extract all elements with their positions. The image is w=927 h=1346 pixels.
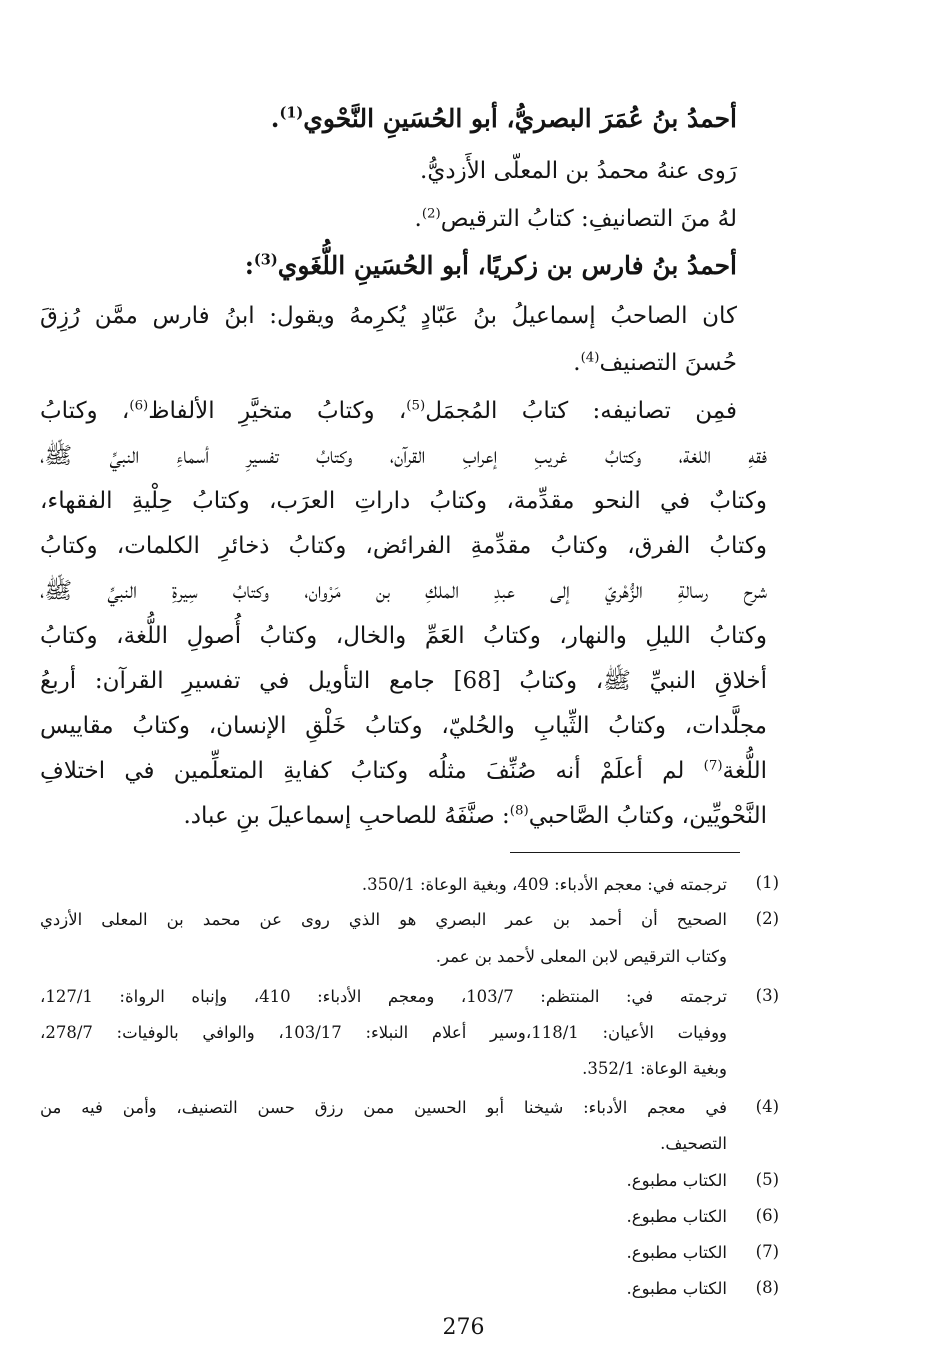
paragraph-line: كان الصاحبُ إسماعيلُ بنُ عَبّادٍ يُكرِمهُ ويقول: ابنُ فارس ممَّن رُزِقَ <box>40 303 737 329</box>
paragraph-line: فقهِ اللغة، وكتابُ غريبِ إعرابِ القرآن، وكتابُ تفسيرِ أسماءِ النبيِّ ﷺ، <box>40 443 767 469</box>
footnote-separator <box>510 852 740 853</box>
paragraph-line: النَّحْويِّين، وكتابُ الصَّاحبي$^{(8)}$: صنَّفَهُ للصاحبِ إسماعيلَ بنِ عباد. <box>183 803 767 829</box>
footnote-number: (7) <box>755 1242 779 1261</box>
paragraph-line: وكتابُ الليلِ والنهار، وكتابُ العَمِّ والخال، وكتابُ أُصولِ اللُّغة، وكتابُ <box>40 623 767 649</box>
entry-heading-ahmad-basri: أحمدُ بنُ عُمَرَ البصريُّ، أبو الحُسَينِ النَّحْوي$^{(1)}$. <box>270 104 737 133</box>
footnote-ref: (5) <box>406 398 426 414</box>
paragraph-line: مجلَّدات، وكتابُ الثِّيابِ والحُليّ، وكتابُ خَلْقِ الإنسان، وكتابُ مقاييس <box>40 713 767 739</box>
footnote-ref: (7) <box>703 758 723 774</box>
paragraph-line: وكتابٌ في النحو مقدِّمة، وكتابُ داراتِ العرَب، وكتابُ حِلْيةِ الفقهاء، <box>40 488 767 514</box>
footnote-number: (5) <box>755 1170 779 1189</box>
footnote-text: ترجمته في: معجم الأدباء: 409، وبغية الوعاة: 350/1. <box>361 875 727 894</box>
footnote-text: الكتاب مطبوع. <box>626 1279 727 1298</box>
paragraph-line: وكتابُ الفرق، وكتابُ مقدِّمةِ الفرائض، وكتابُ ذخائرِ الكلمات، وكتابُ <box>40 533 767 559</box>
footnote-number: (2) <box>755 909 779 928</box>
paragraph-line: اللُّغة$^{(7)}$ لم أعلَمْ أنه صُنِّفَ مثلُه وكتابُ كفايةِ المتعلِّمين في اختلافِ <box>40 758 767 784</box>
footnote-number: (4) <box>755 1097 779 1116</box>
footnote-text: في معجم الأدباء: شيخنا أبو الحسين ممن رزق حسن التصنيف، وأمن فيه من <box>40 1098 727 1117</box>
footnote-number: (6) <box>755 1206 779 1225</box>
footnote-number: (1) <box>755 873 779 892</box>
footnote-text: ووفيات الأعيان: 118/1،وسير أعلام النبلاء: 103/17، والوافي بالوفيات: 278/7، <box>40 1023 728 1042</box>
paragraph-line: أخلاقِ النبيِّ ﷺ، وكتابُ [68] جامع التأويل في تفسيرِ القرآن: أربعُ <box>40 668 767 694</box>
footnote-text: الكتاب مطبوع. <box>626 1243 727 1262</box>
footnote-text: الصحيح أن أحمد بن عمر البصري هو الذي روى عن محمد بن المعلى الأزدي <box>40 910 727 929</box>
footnote-text: الكتاب مطبوع. <box>626 1171 727 1190</box>
footnote-number: (8) <box>755 1278 779 1297</box>
footnote-text: وكتاب الترقيص لابن المعلى لأحمد بن عمر. <box>435 947 727 966</box>
paragraph-line: شرح رسالةِ الزُّهْريّ إلى عبدِ الملكِ بن مَرْوان، وكتابُ سِيرةِ النبيِّ ﷺ، <box>40 578 767 604</box>
paragraph-line: فمِن تصانيفه: كتابُ المُجمَل$^{(5)}$، وكتابُ متخيَّرِ الألفاظ$^{(6)}$، وكتابُ <box>40 398 737 424</box>
footnote-text: وبغية الوعاة: 352/1. <box>582 1059 727 1078</box>
paragraph-line: حُسنَ التصنيف$^{(4)}$. <box>573 350 737 376</box>
footnote-text: ترجمته في: المنتظم: 103/7، ومعجم الأدباء: 410، وإنباه الرواة: 127/1، <box>40 987 727 1006</box>
page-number: 276 <box>442 1315 485 1340</box>
footnote-text: التصحيف. <box>660 1134 727 1153</box>
entry-line-narrator: رَوى عنهُ محمدُ بن المعلّى الأَزديُّ. <box>420 158 737 184</box>
footnote-ref: (6) <box>129 398 149 414</box>
footnote-ref: (8) <box>509 803 529 819</box>
footnote-text: الكتاب مطبوع. <box>626 1207 727 1226</box>
footnote-number: (3) <box>755 986 779 1005</box>
entry-line-works: لهُ منَ التصانيفِ: كتابُ الترقيص$^{(2)}$. <box>414 206 737 232</box>
entry-heading-ibn-faris: أحمدُ بنُ فارس بن زكريًا، أبو الحُسَينِ اللُّغَوي$^{(3)}$: <box>244 251 737 280</box>
